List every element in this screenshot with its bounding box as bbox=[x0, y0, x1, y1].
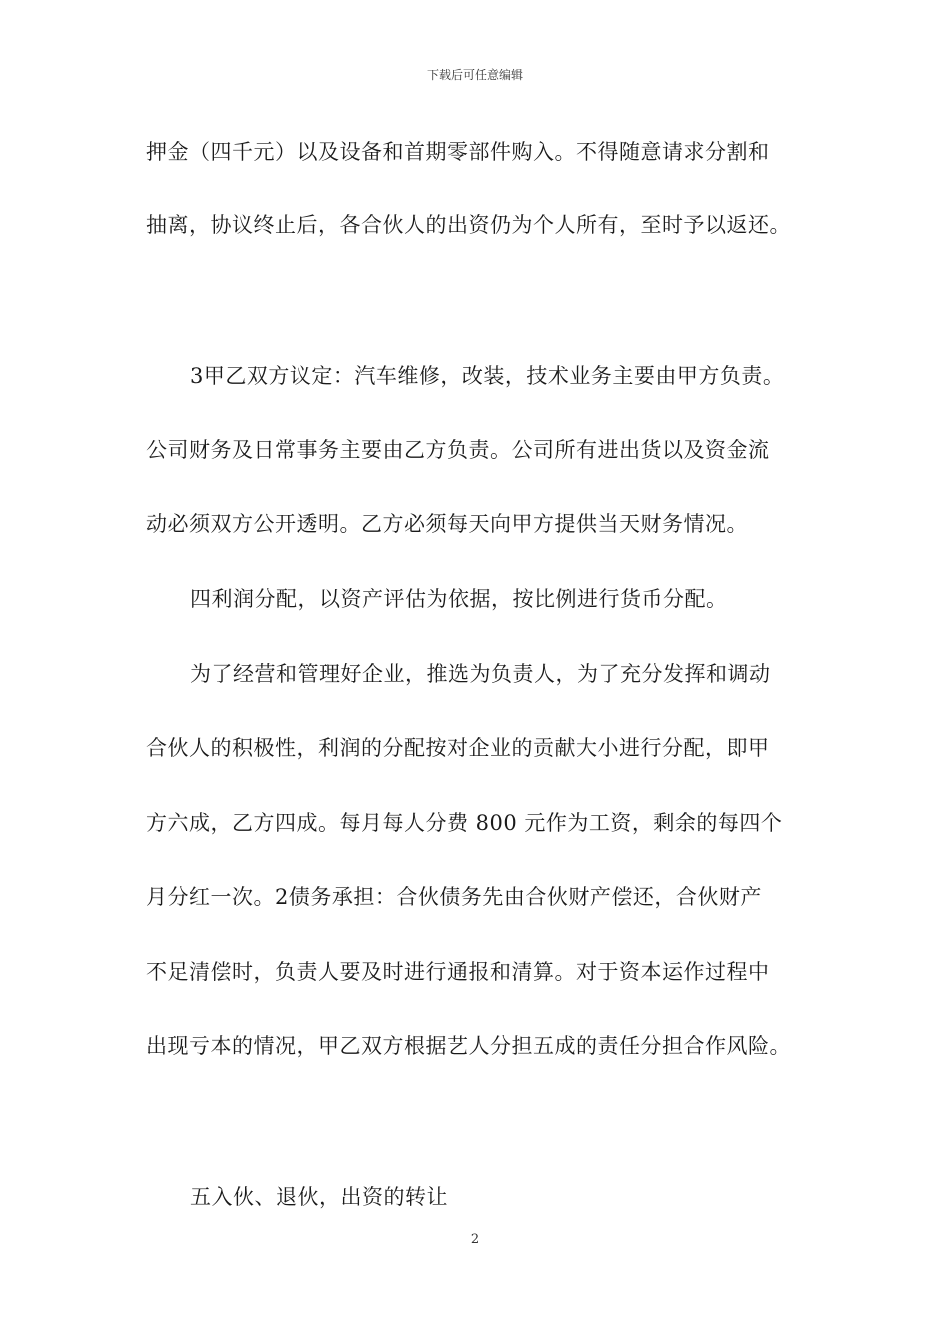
body-line-7: 为了经营和管理好企业，推选为负责人，为了充分发挥和调动 bbox=[190, 662, 771, 686]
body-line-3: 3甲乙双方议定：汽车维修，改装，技术业务主要由甲方负责。 bbox=[190, 364, 785, 388]
body-line-11: 不足清偿时，负责人要及时进行通报和清算。对于资本运作过程中 bbox=[146, 960, 770, 984]
body-line-12: 出现亏本的情况，甲乙双方根据艺人分担五成的责任分担合作风险。 bbox=[146, 1034, 791, 1058]
body-line-6: 四利润分配，以资产评估为依据，按比例进行货币分配。 bbox=[190, 587, 728, 611]
body-line-5: 动必须双方公开透明。乙方必须每天向甲方提供当天财务情况。 bbox=[146, 512, 748, 536]
body-line-2: 抽离，协议终止后，各合伙人的出资仍为个人所有，至时予以返还。 bbox=[146, 213, 791, 237]
body-line-10: 月分红一次。2债务承担：合伙债务先由合伙财产偿还，合伙财产 bbox=[146, 885, 762, 909]
body-line-1: 押金（四千元）以及设备和首期零部件购入。不得随意请求分割和 bbox=[146, 140, 770, 164]
page-number: 2 bbox=[470, 1232, 480, 1247]
body-line-8: 合伙人的积极性，利润的分配按对企业的贡献大小进行分配，即甲 bbox=[146, 736, 770, 760]
body-line-9: 方六成，乙方四成。每月每人分费 800 元作为工资，剩余的每四个 bbox=[146, 811, 783, 835]
body-line-4: 公司财务及日常事务主要由乙方负责。公司所有进出货以及资金流 bbox=[146, 438, 770, 462]
page-header: 下载后可任意编辑 bbox=[426, 68, 523, 82]
body-line-13: 五入伙、退伙，出资的转让 bbox=[190, 1185, 448, 1209]
